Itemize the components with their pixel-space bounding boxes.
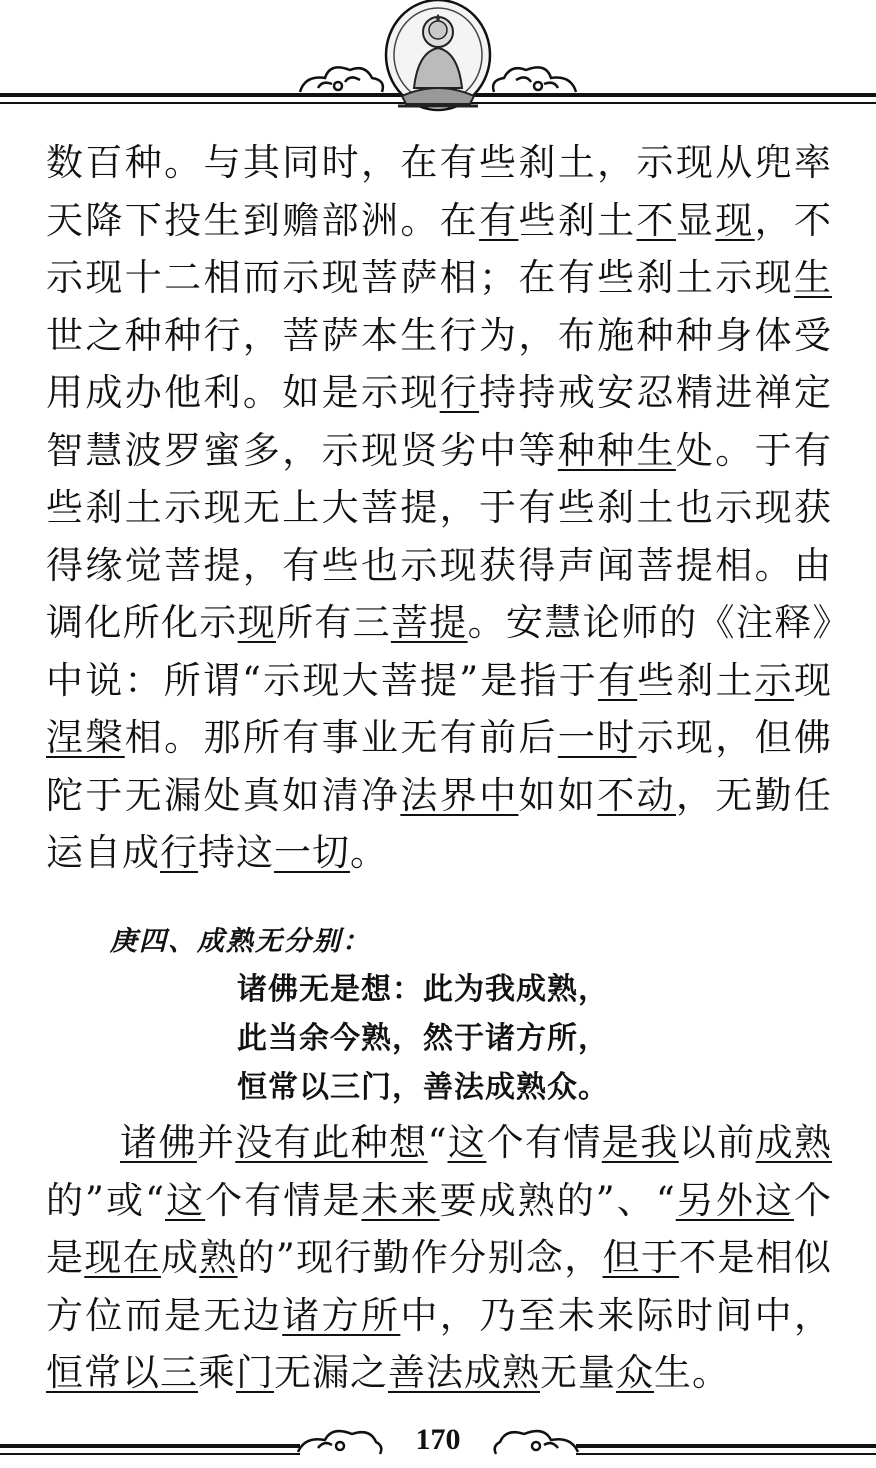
text-run: 世之种种行，菩萨本生行为，布施种种身体受用成办他利。如是示现 xyxy=(46,313,832,414)
text-run: 成 xyxy=(160,1236,200,1279)
underlined-text: 现 xyxy=(237,601,276,644)
right-cloud-ornament-icon xyxy=(493,67,576,92)
text-run: ，无勤任运自成 xyxy=(46,773,833,874)
underlined-text: 熟 xyxy=(199,1236,238,1279)
buddha-medallion-icon xyxy=(386,0,490,110)
text-run: 个有情是 xyxy=(205,1178,362,1222)
underlined-text: 众 xyxy=(616,1351,654,1394)
underlined-text: 这 xyxy=(165,1178,206,1222)
underlined-text: 现 xyxy=(715,198,755,242)
underlined-text: 诸方所 xyxy=(282,1293,401,1337)
verse-block xyxy=(237,965,609,1112)
footer-right-cloud-icon xyxy=(495,1431,578,1454)
paragraph-2 xyxy=(46,1114,832,1402)
text-run: 示现，但佛陀于无漏处真如清净 xyxy=(46,716,833,817)
text-run: 持持戒安忍精进禅定智慧波罗蜜多，示现贤劣中等 xyxy=(46,371,833,472)
text-run: 个是 xyxy=(46,1178,832,1279)
text-run: 相。那所有事业无有前后 xyxy=(124,716,558,759)
underlined-text: 诸佛 xyxy=(120,1121,197,1164)
text-run: 个有情 xyxy=(486,1121,602,1164)
underlined-text: 这 xyxy=(447,1121,487,1164)
main-paragraph xyxy=(46,134,832,882)
underlined-text: 种种生 xyxy=(557,428,676,472)
footer-left-cloud-icon xyxy=(298,1431,381,1454)
text-run: 些刹土 xyxy=(637,658,755,702)
text-run: 并 xyxy=(196,1121,236,1164)
underlined-text: 但于 xyxy=(602,1236,680,1279)
underlined-text: 菩提 xyxy=(390,601,468,644)
underlined-text: 涅槃 xyxy=(46,716,125,759)
text-run: ，不示现十二相而示现菩萨相；在有些刹土示现 xyxy=(46,198,833,299)
text-run: 所有三 xyxy=(275,601,391,644)
text-run: 处。于有些刹土示现无上大菩提，于有些刹土也示现获得缘觉菩提，有些也示现获得声闻菩提相。由调化所化示 xyxy=(46,428,833,644)
text-run: 。 xyxy=(350,831,388,874)
text-run: 数百种。与其同时，在有些刹土，示现从兜率天降下投生到赡部洲。在 xyxy=(46,141,832,242)
commentary-paragraph xyxy=(46,1114,832,1402)
text-run: 如如 xyxy=(518,773,598,817)
verse-line: 诸佛无是想：此为我成熟， xyxy=(237,973,609,1006)
text-run: 不是相似方位而是无边 xyxy=(46,1236,833,1337)
text-run: 无漏之 xyxy=(274,1351,388,1394)
underlined-text: 有 xyxy=(597,658,638,702)
left-cloud-ornament-icon xyxy=(300,67,383,92)
underlined-text: 成熟 xyxy=(755,1121,833,1164)
paragraph-1 xyxy=(46,134,832,882)
text-run: 。安慧论师的《注释》中说：所谓“示现大菩提”是指于 xyxy=(46,601,833,702)
verse-line: 恒常以三门，善法成熟众。 xyxy=(237,1071,609,1104)
underlined-text: 未来 xyxy=(361,1178,440,1222)
text-run: 以前 xyxy=(678,1121,756,1164)
underlined-text: 行 xyxy=(439,371,480,414)
underlined-text: 不动 xyxy=(597,773,676,817)
text-run: 些刹土 xyxy=(518,198,637,242)
text-run: 的”现行勤作分别念， xyxy=(237,1236,603,1279)
underlined-text: 另外这 xyxy=(675,1178,794,1222)
underlined-text: 是我 xyxy=(601,1121,679,1164)
underlined-text: 门 xyxy=(236,1351,274,1394)
underlined-text: 不 xyxy=(636,198,676,242)
text-run: 生。 xyxy=(654,1351,730,1394)
verse-line: 此当余今熟，然于诸方所， xyxy=(237,1022,609,1055)
underlined-text: 现在 xyxy=(84,1236,161,1279)
underlined-text: 示 xyxy=(754,658,795,702)
page-header-ornament xyxy=(0,0,876,115)
page-number: 170 xyxy=(415,1423,461,1456)
section-heading: 庚四、成熟无分别： xyxy=(110,926,371,957)
text-run: 无量 xyxy=(540,1351,616,1394)
text-run: 显 xyxy=(675,198,716,242)
text-run: 持这 xyxy=(198,831,274,874)
text-run: 的”或“ xyxy=(46,1178,166,1222)
text-run: 中，乃至未来际时间中， xyxy=(400,1293,833,1337)
text-run: 现 xyxy=(794,658,833,702)
underlined-text: 恒常以三 xyxy=(46,1351,198,1394)
underlined-text: 生 xyxy=(794,256,832,299)
underlined-text: 法界中 xyxy=(400,773,519,817)
underlined-text: 一切 xyxy=(274,831,350,874)
underlined-text: 善法成熟 xyxy=(388,1351,540,1394)
text-run: “ xyxy=(427,1121,448,1164)
header-border-rules xyxy=(0,0,876,115)
text-run: 要成熟的”、“ xyxy=(439,1178,676,1222)
underlined-text: 有 xyxy=(479,198,519,242)
underlined-text: 一时 xyxy=(557,716,637,759)
text-run: 乘 xyxy=(198,1351,236,1394)
underlined-text: 行 xyxy=(160,831,198,874)
underlined-text: 没有此种想 xyxy=(235,1121,428,1164)
